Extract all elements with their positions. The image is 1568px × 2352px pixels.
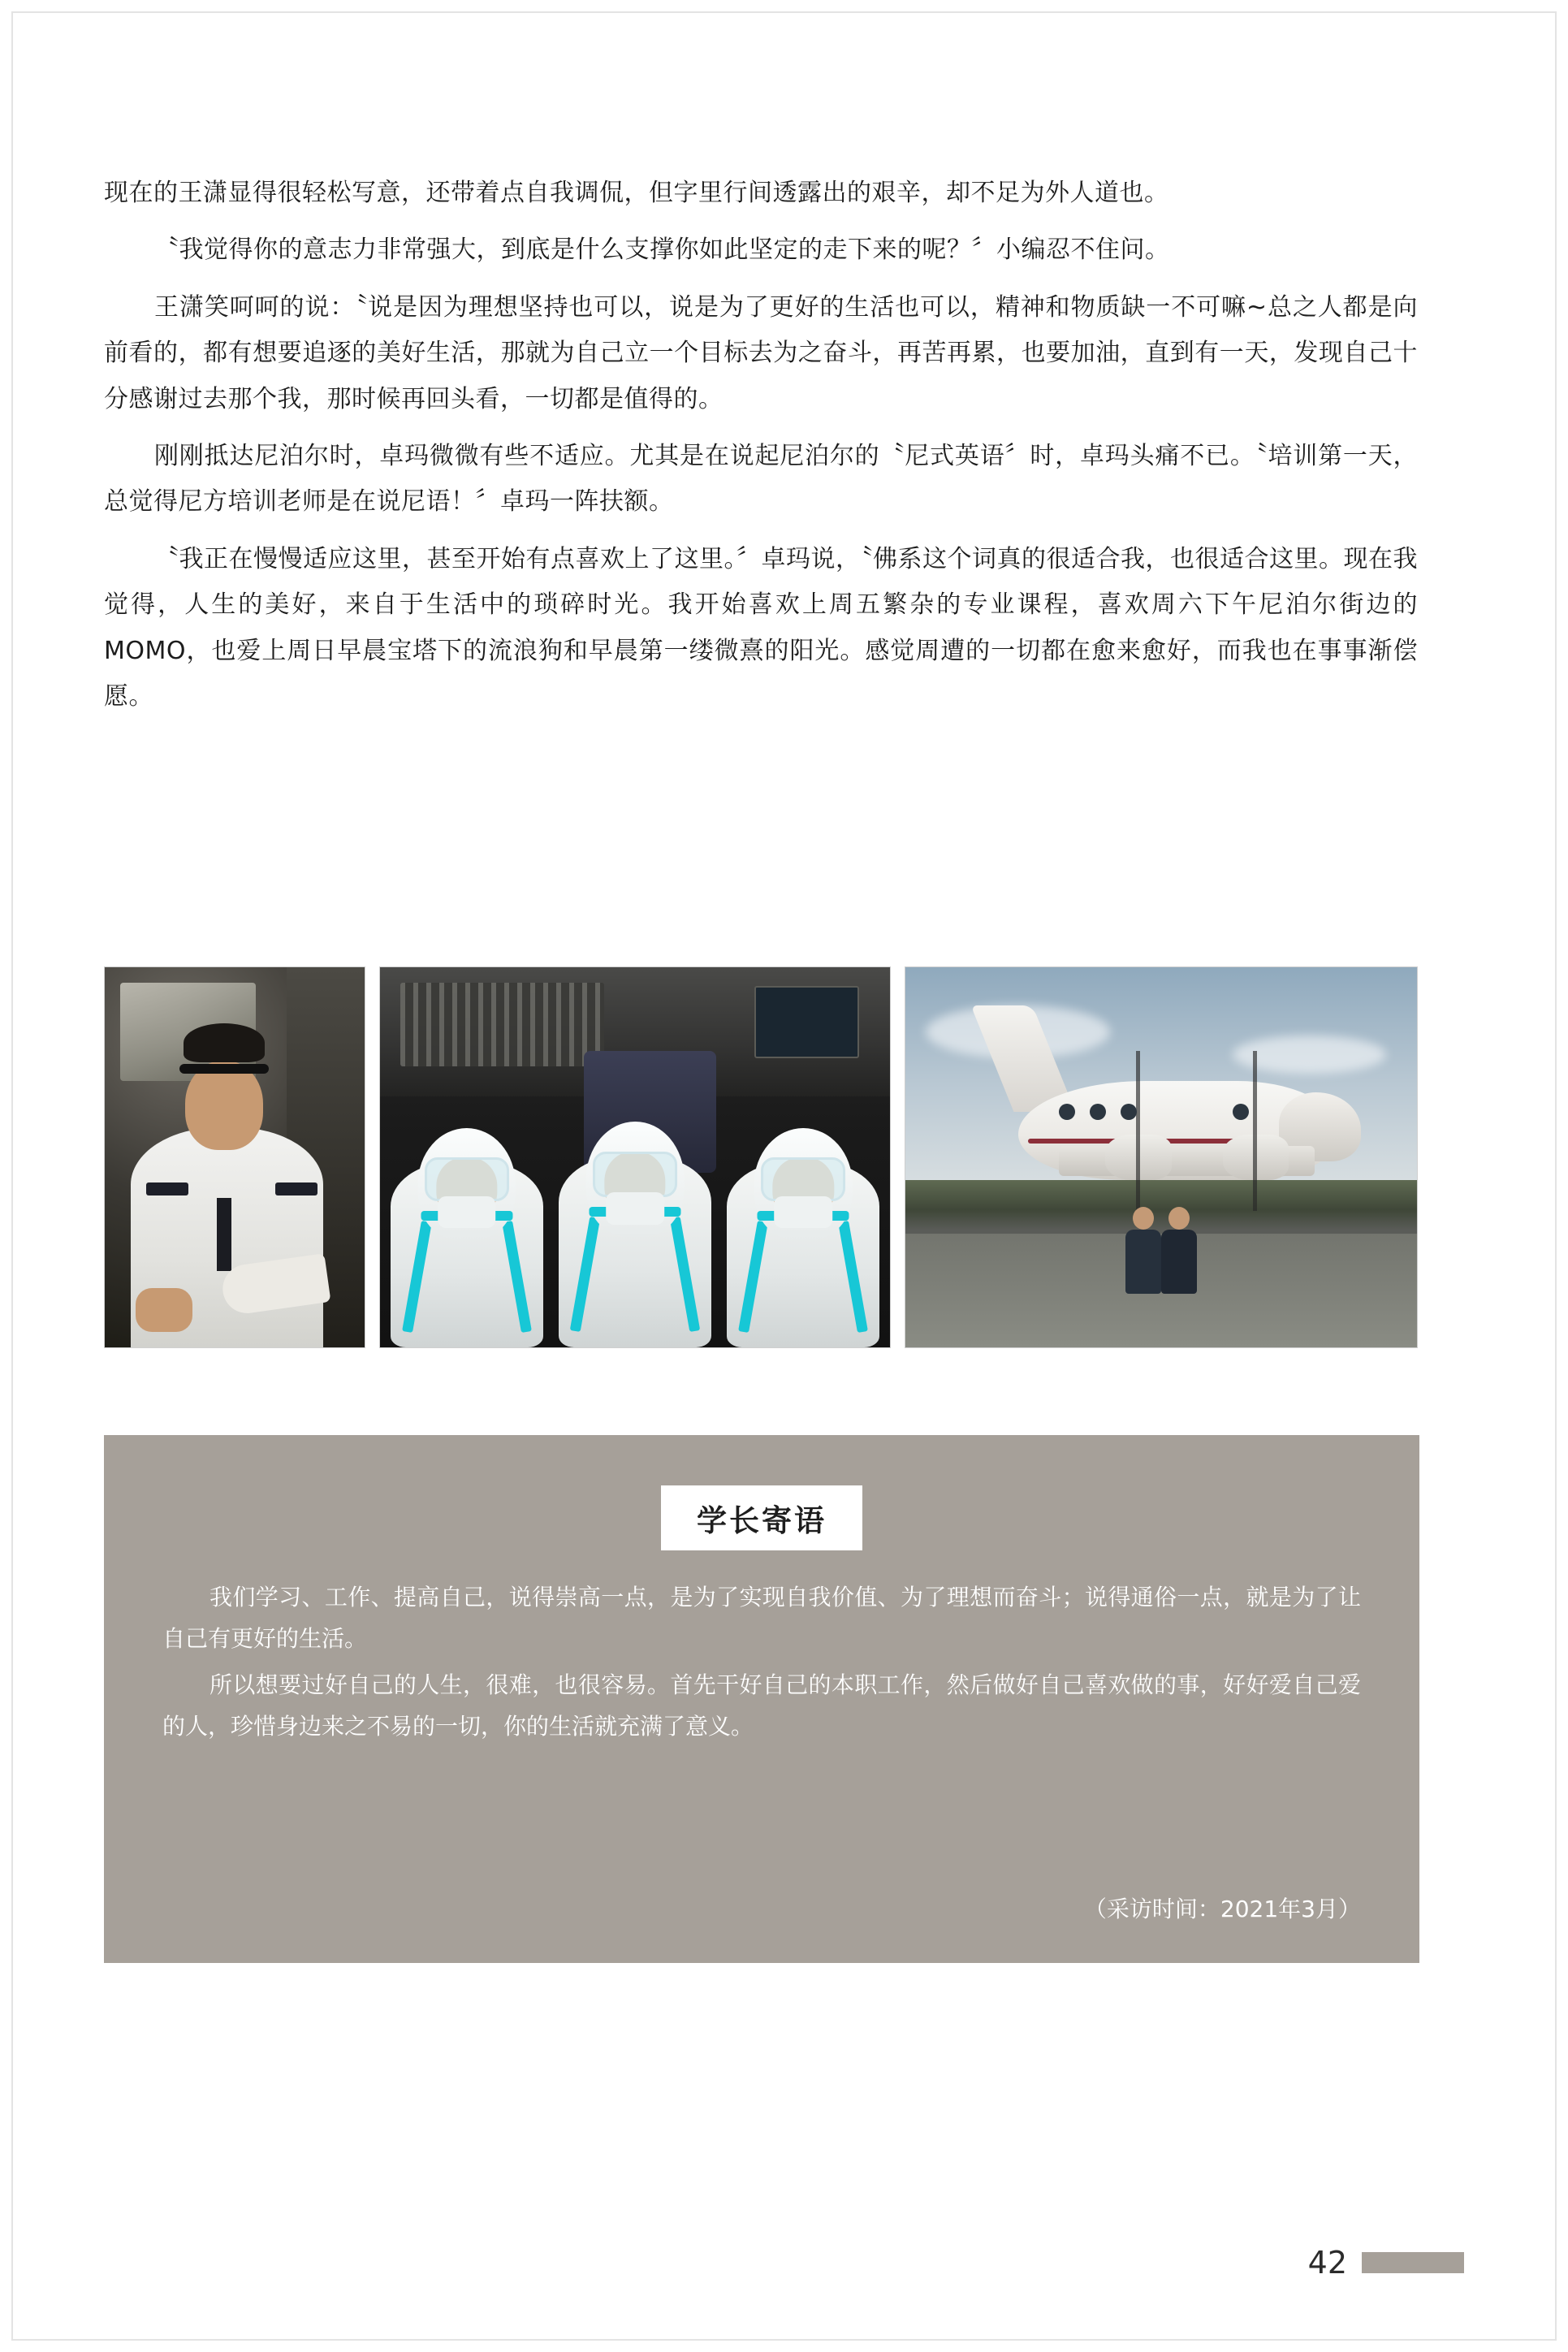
- senior-message-title-plate: [661, 1485, 862, 1550]
- propeller-left: [1136, 1051, 1140, 1211]
- propeller-right: [1253, 1051, 1257, 1211]
- pilot-cap-icon: [179, 1064, 269, 1074]
- pilot-epaulette-left: [146, 1182, 188, 1195]
- crew-member-left: [1125, 1196, 1161, 1294]
- message-paragraph-1: 我们学习、工作、提高自己，说得崇高一点，是为了实现自我价值、为了理想而奋斗；说得通俗一点，就是为了让自己有更好的生活。: [162, 1584, 1361, 1652]
- crew-head: [1133, 1207, 1154, 1230]
- face-mask-icon: [774, 1196, 832, 1228]
- page-footer: [1308, 2245, 1464, 2281]
- pilot-in-cockpit-photo: [104, 966, 365, 1348]
- interview-date-note: （采访时间：2021年3月）: [1083, 1896, 1361, 1922]
- article-body: [104, 171, 1418, 731]
- pilot-hand: [136, 1288, 192, 1332]
- crew-member-right: [1161, 1196, 1197, 1294]
- page-number: 42: [1307, 2245, 1347, 2281]
- crew-with-turboprop-aircraft-photo: [905, 966, 1418, 1348]
- pilot-necktie: [217, 1198, 231, 1271]
- goggles-icon: [593, 1152, 677, 1196]
- footer-accent-bar: [1362, 2252, 1464, 2273]
- goggles-icon: [425, 1157, 509, 1201]
- crew-torso: [1125, 1230, 1161, 1294]
- face-mask-icon: [606, 1192, 664, 1225]
- cabin-window: [1121, 1104, 1137, 1120]
- crew-member-right: [727, 1104, 879, 1347]
- pilot-face: [185, 1061, 263, 1150]
- photo-gallery: [104, 966, 1419, 1348]
- message-paragraph-2: 所以想要过好自己的人生，很难，也很容易。首先干好自己的本职工作，然后做好自己喜欢做的事，好好爱自己爱的人，珍惜身边来之不易的一切，你的生活就充满了意义。: [162, 1671, 1361, 1740]
- face-mask-icon: [438, 1196, 496, 1228]
- crew-torso: [1161, 1230, 1197, 1294]
- crew-in-protective-suits-photo: [379, 966, 891, 1348]
- instrument-display: [754, 986, 860, 1057]
- crew-head: [1168, 1207, 1190, 1230]
- senior-message-title: 学长寄语: [697, 1503, 827, 1538]
- senior-message-box: [104, 1435, 1419, 1963]
- goggles-icon: [761, 1157, 845, 1201]
- paragraph-5: 〝我正在慢慢适应这里，甚至开始有点喜欢上了这里。〞卓玛说，〝佛系这个词真的很适合我，也很适合这里。现在我觉得，人生的美好，来自于生活中的琐碎时光。我开始喜欢上周五繁杂的专业课程，喜欢周六下午尼泊尔街边的MOMO，也爱上周日早晨宝塔下的流浪狗和早晨第一缕微熹的阳光。感觉周遭的一切都在愈来愈好，而我也在事事渐偿愿。: [104, 544, 1418, 711]
- paragraph-2: 〝我觉得你的意志力非常强大，到底是什么支撑你如此坚定的走下来的呢？〞小编忍不住问。: [154, 236, 1170, 265]
- paragraph-3: 王潇笑呵呵的说：〝说是因为理想坚持也可以，说是为了更好的生活也可以，精神和物质缺一不可嘛~总之人都是向前看的，都有想要追逐的美好生活，那就为自己立一个目标去为之奋斗，再苦再累，也要加油，直到有一天，发现自己十分感谢过去那个我，那时候再回头看，一切都是值得的。: [104, 292, 1418, 413]
- pilot-epaulette-right: [275, 1182, 317, 1195]
- pilot-hair: [184, 1023, 265, 1062]
- senior-message-body: [162, 1577, 1361, 1753]
- paragraph-1: 现在的王潇显得很轻松写意，还带着点自我调侃，但字里行间透露出的艰辛，却不足为外人道也。: [104, 179, 1169, 207]
- crew-member-left: [391, 1104, 543, 1347]
- crew-member-center: [559, 1096, 711, 1347]
- paragraph-4: 刚刚抵达尼泊尔时，卓玛微微有些不适应。尤其是在说起尼泊尔的〝尼式英语〞时，卓玛头痛不已。〝培训第一天，总觉得尼方培训老师是在说尼语！〞卓玛一阵扶额。: [104, 441, 1418, 517]
- switch-bank: [400, 983, 604, 1066]
